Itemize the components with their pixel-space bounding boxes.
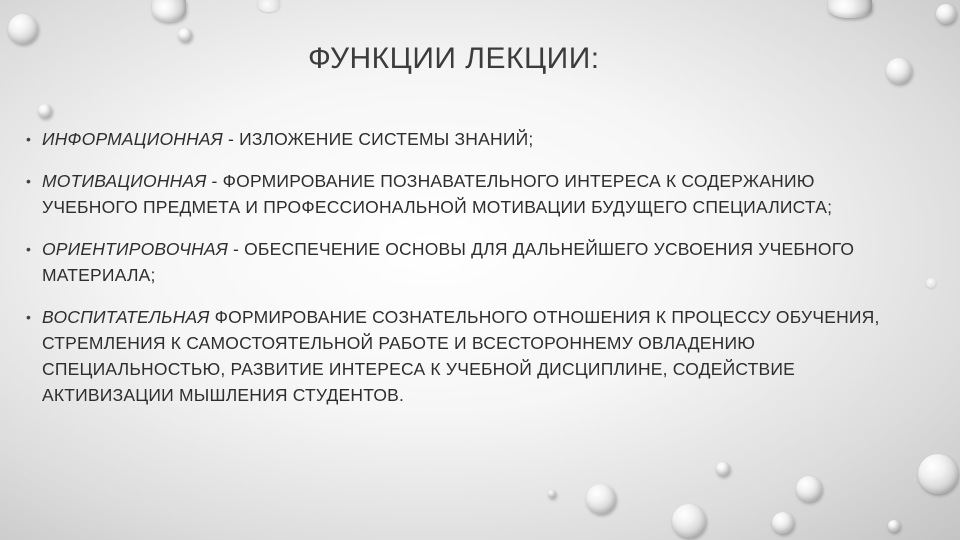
list-item-text xyxy=(42,168,900,220)
water-drop-decoration xyxy=(152,0,186,22)
water-drop-decoration xyxy=(926,278,936,288)
list-item-term: ИНФОРМАЦИОННАЯ xyxy=(42,129,223,149)
list-item-text xyxy=(42,236,900,288)
water-drop-decoration xyxy=(772,512,794,534)
water-drop-decoration xyxy=(548,490,556,498)
bullet-icon: • xyxy=(26,131,31,147)
list-item-informational xyxy=(20,126,900,152)
water-drop-decoration xyxy=(672,504,706,538)
list-item-description: - ФОРМИРОВАНИЕ ПОЗНАВАТЕЛЬНОГО ИНТЕРЕСА К СОДЕРЖАНИЮ УЧЕБНОГО ПРЕДМЕТА И ПРОФЕССИОНАЛЬНОЙ МОТИВАЦИИ БУДУЩЕГО СПЕЦИАЛИСТА; xyxy=(42,171,833,217)
list-item-term: МОТИВАЦИОННАЯ xyxy=(42,171,207,191)
water-drop-decoration xyxy=(936,4,956,24)
water-drop-decoration xyxy=(828,0,872,18)
water-drop-decoration xyxy=(8,14,38,44)
list-item-orientational xyxy=(20,236,900,288)
water-drop-decoration xyxy=(38,104,52,118)
list-item-description: - ИЗЛОЖЕНИЕ СИСТЕМЫ ЗНАНИЙ; xyxy=(222,129,534,149)
water-drop-decoration xyxy=(178,28,192,42)
list-item-term: ВОСПИТАТЕЛЬНАЯ xyxy=(42,307,210,327)
list-item-educational xyxy=(20,304,900,408)
water-drop-decoration xyxy=(716,462,730,476)
slide-title: ФУНКЦИИ ЛЕКЦИИ: xyxy=(308,42,600,75)
bullet-icon: • xyxy=(26,309,31,325)
water-drop-decoration xyxy=(886,58,912,84)
list-item-term: ОРИЕНТИРОВОЧНАЯ xyxy=(42,239,228,259)
water-drop-decoration xyxy=(918,454,958,494)
list-item-description: - ОБЕСПЕЧЕНИЕ ОСНОВЫ ДЛЯ ДАЛЬНЕЙШЕГО УСВОЕНИЯ УЧЕБНОГО МАТЕРИАЛА; xyxy=(42,239,855,285)
list-item-text xyxy=(42,304,900,408)
list-item-description: ФОРМИРОВАНИЕ СОЗНАТЕЛЬНОГО ОТНОШЕНИЯ К ПРОЦЕССУ ОБУЧЕНИЯ, СТРЕМЛЕНИЯ К САМОСТОЯТЕЛЬНОЙ РАБОТЕ И ВСЕСТОРОННЕМУ ОВЛАДЕНИЮ СПЕЦИАЛЬНОСТЬЮ, РАЗВИТИЕ ИНТЕРЕСА К УЧЕБНОЙ ДИСЦИПЛИНЕ, СОДЕЙСТВИЕ АКТИВИЗАЦИИ МЫШЛЕНИЯ СТУДЕНТОВ. xyxy=(42,307,880,405)
functions-list xyxy=(20,126,900,424)
water-drop-decoration xyxy=(258,0,280,12)
water-drop-decoration xyxy=(796,476,822,502)
water-drop-decoration xyxy=(888,520,900,532)
bullet-icon: • xyxy=(26,241,31,257)
water-drop-decoration xyxy=(586,484,616,514)
list-item-text xyxy=(42,126,900,152)
list-item-motivational xyxy=(20,168,900,220)
bullet-icon: • xyxy=(26,173,31,189)
